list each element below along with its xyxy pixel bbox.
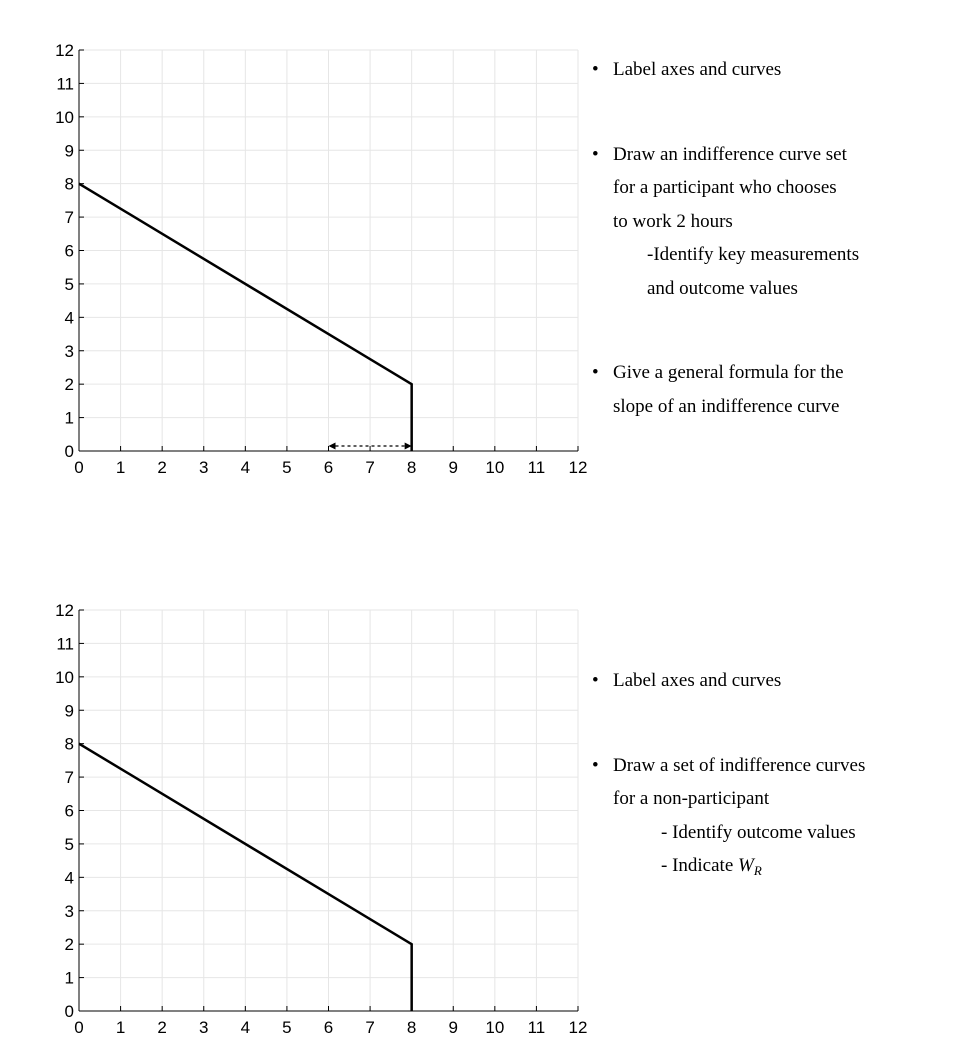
x-tick-label: 0	[74, 1018, 84, 1037]
instruction-subtext: and outcome values	[647, 277, 798, 299]
x-tick-label: 9	[448, 458, 458, 477]
x-tick-label: 8	[406, 1018, 417, 1037]
y-tick-label: 5	[64, 274, 74, 294]
y-tick-label: 11	[56, 634, 74, 654]
instruction-bullet	[592, 53, 952, 87]
y-tick-label: 5	[64, 834, 74, 854]
y-tick-label: 10	[55, 667, 74, 687]
instruction-subtext: - Identify outcome values	[661, 821, 856, 843]
y-tick-label: 6	[64, 801, 74, 821]
y-tick-label: 3	[64, 341, 74, 361]
x-tick-label: 4	[240, 1018, 251, 1037]
arrow-head-left	[329, 442, 336, 449]
math-subscript: R	[753, 863, 762, 878]
instruction-text: slope of an indifference curve	[613, 395, 840, 417]
math-variable: W	[738, 855, 754, 876]
chart-participant	[0, 0, 600, 500]
x-tick-label: 6	[323, 1018, 334, 1037]
y-tick-label: 3	[64, 901, 74, 921]
instruction-bullet	[592, 664, 952, 698]
instruction-text: Label axes and curves	[613, 59, 782, 80]
y-tick-label: 8	[64, 734, 74, 754]
x-tick-label: 2	[157, 1018, 167, 1037]
y-tick-label: 0	[64, 442, 74, 461]
instruction-text: to work 2 hours	[613, 210, 733, 232]
x-tick-label: 8	[406, 458, 417, 477]
y-tick-label: 1	[64, 968, 74, 988]
instruction-bullet	[592, 356, 952, 423]
x-tick-label: 7	[365, 458, 375, 477]
y-tick-label: 1	[64, 408, 74, 428]
instruction-text: for a non-participant	[613, 788, 770, 809]
x-tick-label: 6	[323, 458, 334, 477]
y-tick-label: 12	[55, 601, 74, 620]
x-tick-label: 10	[485, 458, 505, 477]
instruction-text: Draw a set of indifference curves	[613, 754, 866, 776]
instruction-bullet	[592, 138, 952, 306]
bullet-icon: •	[592, 59, 599, 80]
x-tick-label: 1	[115, 458, 126, 477]
x-tick-label: 1	[115, 1018, 126, 1037]
instruction-subtext: -Identify key measurements	[647, 244, 860, 265]
instruction-subtext	[613, 849, 952, 888]
y-tick-label: 9	[64, 701, 74, 721]
y-tick-label: 2	[64, 375, 74, 395]
y-tick-label: 0	[64, 1002, 74, 1021]
y-tick-label: 2	[64, 935, 74, 955]
bullet-icon: •	[592, 362, 599, 383]
instructions-non-participant	[592, 664, 952, 888]
x-tick-label: 5	[282, 1018, 292, 1037]
y-tick-label: 9	[64, 141, 74, 161]
x-tick-label: 10	[485, 1018, 505, 1037]
bullet-icon: •	[592, 754, 599, 776]
x-tick-label: 3	[199, 1018, 209, 1037]
x-tick-label: 5	[282, 458, 292, 477]
y-tick-label: 4	[64, 308, 74, 328]
x-tick-label: 11	[527, 1018, 546, 1037]
chart-non-participant	[0, 560, 600, 1060]
instruction-subtext-prefix: - Indicate	[661, 855, 739, 876]
y-tick-label: 6	[64, 241, 74, 261]
y-tick-label: 4	[64, 868, 74, 888]
x-tick-label: 11	[527, 458, 546, 477]
x-tick-label: 12	[568, 458, 588, 477]
y-tick-label: 11	[56, 74, 74, 94]
instruction-text: Draw an indifference curve set	[613, 143, 847, 165]
instruction-bullet	[592, 749, 952, 888]
instruction-text: Give a general formula for the	[613, 362, 844, 383]
instruction-text: for a participant who chooses	[613, 177, 837, 198]
y-tick-label: 8	[64, 174, 74, 194]
bullet-icon: •	[592, 143, 599, 165]
x-tick-label: 2	[157, 458, 167, 477]
x-tick-label: 12	[568, 1018, 588, 1037]
x-tick-label: 7	[365, 1018, 375, 1037]
y-tick-label: 10	[55, 107, 74, 127]
x-tick-label: 9	[448, 1018, 458, 1037]
x-tick-label: 3	[199, 458, 209, 477]
bullet-icon: •	[592, 670, 599, 691]
instruction-text: Label axes and curves	[613, 670, 782, 691]
x-tick-label: 0	[74, 458, 84, 477]
y-tick-label: 7	[64, 768, 74, 788]
x-tick-label: 4	[240, 458, 251, 477]
y-tick-label: 12	[55, 41, 74, 60]
y-tick-label: 7	[64, 208, 74, 228]
instructions-participant	[592, 53, 952, 423]
